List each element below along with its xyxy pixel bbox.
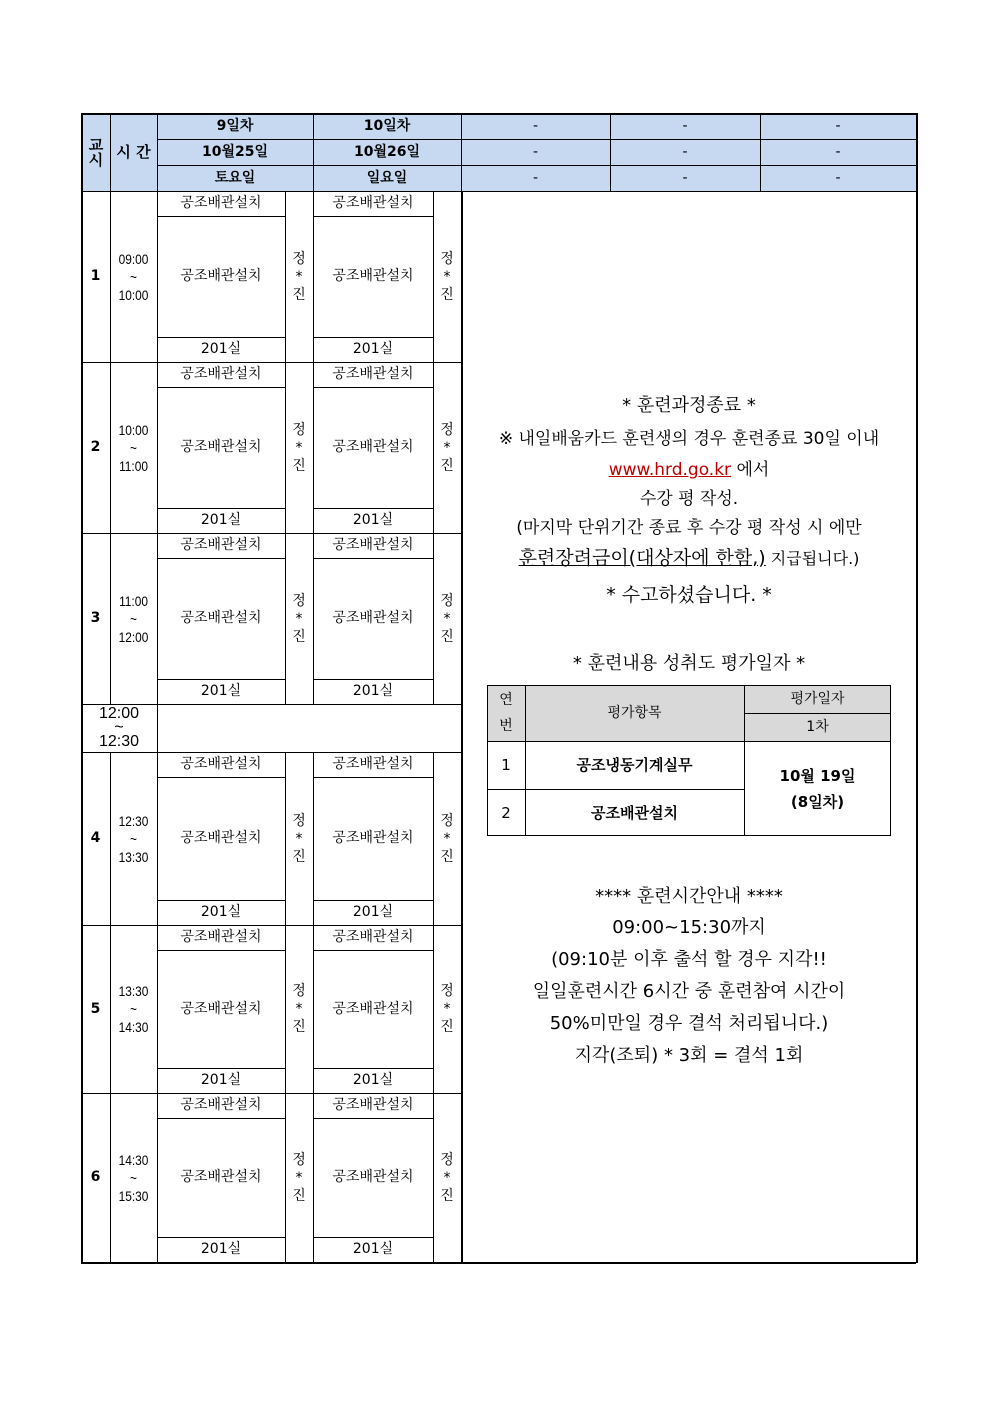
period-time — [110, 533, 157, 704]
lesson-room: 201실 — [200, 904, 242, 921]
teacher-name — [285, 752, 313, 925]
time-header: 시 간 — [116, 143, 151, 161]
lesson-room: 201실 — [200, 341, 242, 358]
period-number: 3 — [90, 610, 101, 627]
teacher-char-1: 정 — [292, 592, 306, 609]
grid-line — [610, 113, 611, 191]
lesson-room: 201실 — [352, 341, 394, 358]
date-header-4: - — [682, 143, 688, 160]
teacher-char-3: 진 — [440, 1187, 454, 1204]
eval-col-no-2: 번 — [499, 718, 513, 734]
period-number: 2 — [90, 439, 101, 456]
period-end: 14:30 — [118, 1019, 149, 1035]
day-header-5: - — [835, 117, 841, 134]
eval-date: 10월 19일 — [779, 766, 856, 785]
teacher-char-3: 진 — [440, 628, 454, 645]
lesson-title: 공조배관설치 — [332, 1097, 414, 1114]
lesson-content: 공조배관설치 — [180, 1000, 262, 1017]
teacher-char-3: 진 — [440, 1019, 454, 1035]
notice-line-1: ※ 내일배움카드 훈련생의 경우 훈련종료 30일 이내 — [498, 429, 880, 449]
period-time — [110, 925, 157, 1093]
schedule-info-line-1: 09:00~15:30까지 — [612, 917, 766, 938]
teacher-char-1: 정 — [292, 421, 306, 438]
grid-line — [760, 113, 761, 191]
grid-line — [461, 191, 463, 1262]
teacher-char-3: 진 — [292, 457, 306, 474]
grid-line — [110, 191, 111, 704]
course-end-title: * 훈련과정종료 * — [622, 395, 756, 416]
date-header-5: - — [835, 143, 841, 160]
grid-line — [81, 113, 83, 1263]
grid-line — [81, 533, 461, 534]
eval-row-2-item: 공조배관설치 — [591, 803, 678, 822]
teacher-name — [433, 925, 461, 1093]
eval-col-date: 평가일자 — [790, 690, 845, 707]
lesson-content: 공조배관설치 — [332, 610, 414, 627]
teacher-char-3: 진 — [292, 286, 306, 303]
period-start: 14:30 — [118, 1151, 149, 1168]
period-tilde: ~ — [130, 610, 137, 627]
teacher-char-3: 진 — [292, 1187, 306, 1204]
teacher-char-1: 정 — [440, 250, 454, 267]
teacher-name — [433, 533, 461, 704]
incentive-suffix: 지급됩니다.) — [765, 549, 860, 568]
grid-line — [313, 508, 433, 509]
grid-line — [313, 679, 433, 680]
lunch-start: 12:00 — [98, 705, 140, 722]
teacher-char-1: 정 — [440, 983, 454, 999]
grid-line — [110, 752, 111, 1262]
teacher-char-2: * — [443, 1169, 451, 1186]
teacher-char-3: 진 — [292, 1019, 306, 1035]
teacher-char-2: * — [443, 610, 451, 627]
weekday-header-5: - — [835, 169, 841, 186]
grid-line — [110, 113, 111, 191]
date-header-3: - — [532, 143, 539, 160]
schedule-info-line-4: 50%미만일 경우 결석 처리됩니다.) — [549, 1013, 829, 1034]
teacher-char-2: * — [443, 1001, 451, 1017]
period-time — [110, 752, 157, 925]
lesson-title: 공조배관설치 — [180, 756, 262, 773]
period-time — [110, 191, 157, 362]
grid-line — [157, 113, 158, 191]
teacher-name — [285, 533, 313, 704]
period-end: 15:30 — [118, 1187, 149, 1204]
teacher-char-1: 정 — [440, 421, 454, 438]
grid-line — [157, 752, 158, 1262]
hrd-link[interactable]: www.hrd.go.kr — [608, 460, 732, 480]
grid-line — [157, 679, 285, 680]
teacher-char-2: * — [295, 268, 303, 285]
grid-line — [313, 387, 433, 388]
lesson-room: 201실 — [200, 512, 242, 529]
teacher-char-3: 진 — [292, 848, 306, 865]
teacher-char-2: * — [295, 1169, 303, 1186]
lesson-room: 201실 — [352, 512, 394, 529]
lesson-content: 공조배관설치 — [332, 439, 414, 456]
grid-line — [157, 1068, 285, 1069]
grid-line — [157, 139, 916, 140]
grid-line — [157, 508, 285, 509]
notice-line-2 — [462, 455, 916, 480]
lesson-room: 201실 — [200, 683, 242, 700]
lesson-room: 201실 — [352, 904, 394, 921]
period-number: 5 — [90, 1000, 101, 1017]
teacher-char-3: 진 — [440, 457, 454, 474]
date-header-1: 10월25일 — [201, 143, 268, 160]
grid-line — [81, 752, 461, 753]
period-end: 13:30 — [118, 848, 149, 865]
lesson-content: 공조배관설치 — [180, 610, 262, 627]
day-header-1: 9일차 — [216, 117, 254, 134]
teacher-name — [433, 191, 461, 362]
grid-line — [285, 191, 286, 704]
period-start: 13:30 — [118, 983, 149, 999]
schedule-info-line-3: 일일훈련시간 6시간 중 훈련참여 시간이 — [532, 981, 846, 1002]
teacher-name — [433, 362, 461, 533]
grid-line — [313, 191, 314, 704]
schedule-info-line-2: (09:10분 이후 출석 할 경우 지각!! — [551, 949, 827, 970]
lesson-content: 공조배관설치 — [332, 1169, 414, 1186]
grid-line — [157, 777, 285, 778]
grid-line — [81, 704, 461, 705]
grid-line — [81, 113, 916, 115]
lesson-content: 공조배관설치 — [180, 439, 262, 456]
teacher-name — [285, 362, 313, 533]
teacher-char-1: 정 — [292, 1151, 306, 1168]
notice-line-3: 수강 평 작성. — [639, 489, 739, 509]
grid-line — [81, 1093, 461, 1094]
period-number: 1 — [90, 268, 101, 285]
teacher-name — [433, 752, 461, 925]
grid-line — [313, 1118, 433, 1119]
grid-line — [433, 752, 434, 1262]
teacher-char-2: * — [295, 439, 303, 456]
day-header-4: - — [682, 117, 688, 134]
grid-line — [157, 900, 285, 901]
period-number: 4 — [90, 830, 101, 847]
grid-line — [313, 1068, 433, 1069]
grid-line — [157, 216, 285, 217]
grid-line — [433, 191, 434, 704]
period-tilde: ~ — [130, 1169, 137, 1186]
eval-row-1-item: 공조냉동기계실무 — [576, 756, 693, 774]
grid-line — [157, 558, 285, 559]
grid-line — [313, 752, 314, 1262]
grid-line — [157, 337, 285, 338]
grid-line — [285, 752, 286, 1262]
teacher-char-1: 정 — [440, 1151, 454, 1168]
lesson-title: 공조배관설치 — [332, 756, 414, 773]
grid-line — [313, 1237, 433, 1238]
lesson-content: 공조배관설치 — [332, 1000, 414, 1017]
teacher-char-1: 정 — [440, 592, 454, 609]
weekday-header-1: 토요일 — [214, 169, 256, 186]
grid-line — [157, 191, 158, 704]
teacher-char-2: * — [443, 830, 451, 847]
grid-line — [313, 216, 433, 217]
lesson-content: 공조배관설치 — [332, 268, 414, 285]
teacher-char-1: 정 — [292, 250, 306, 267]
grid-line — [916, 113, 918, 1263]
teacher-name — [285, 1093, 313, 1262]
teacher-char-1: 정 — [440, 812, 454, 829]
period-number: 6 — [90, 1169, 101, 1186]
period-start: 11:00 — [119, 592, 148, 609]
teacher-char-2: * — [443, 268, 451, 285]
lesson-title: 공조배관설치 — [332, 537, 414, 554]
teacher-char-3: 진 — [292, 628, 306, 645]
period-header: 교시 — [86, 137, 105, 167]
teacher-char-2: * — [295, 830, 303, 847]
grid-line — [157, 1118, 285, 1119]
grid-line — [81, 191, 916, 192]
lunch-tilde: ~ — [114, 719, 124, 736]
lesson-title: 공조배관설치 — [332, 929, 414, 946]
lesson-room: 201실 — [352, 1241, 394, 1258]
grid-line — [313, 113, 314, 191]
teacher-char-3: 진 — [440, 286, 454, 303]
grid-line — [81, 925, 461, 926]
grid-line — [157, 165, 916, 166]
notice-line-4: (마지막 단위기간 종료 후 수강 평 작성 시 에만 — [516, 518, 862, 538]
evaluation-title: * 훈련내용 성취도 평가일자 * — [572, 653, 806, 674]
teacher-name — [285, 191, 313, 362]
eval-col-no — [487, 685, 525, 741]
grid-line — [157, 950, 285, 951]
lesson-title: 공조배관설치 — [180, 195, 262, 212]
lesson-content: 공조배관설치 — [180, 830, 262, 847]
period-start: 09:00 — [118, 250, 149, 267]
weekday-header-3: - — [532, 169, 539, 186]
lesson-room: 201실 — [352, 683, 394, 700]
lesson-content: 공조배관설치 — [332, 830, 414, 847]
eval-col-no-1: 연 — [499, 692, 513, 708]
grid-line — [461, 113, 462, 191]
lesson-room: 201실 — [200, 1241, 242, 1258]
lesson-title: 공조배관설치 — [180, 929, 262, 946]
date-header-2: 10월26일 — [353, 143, 420, 160]
lunch-time — [81, 704, 157, 752]
period-end: 12:00 — [118, 628, 149, 645]
lesson-content: 공조배관설치 — [180, 1169, 262, 1186]
period-start: 12:30 — [118, 812, 149, 829]
lesson-room: 201실 — [352, 1072, 394, 1089]
grid-line — [157, 704, 158, 752]
thanks-text: * 수고하셨습니다. * — [606, 584, 772, 606]
grid-line — [313, 558, 433, 559]
teacher-char-1: 정 — [292, 983, 306, 999]
lesson-title: 공조배관설치 — [332, 366, 414, 383]
eval-date-sub: (8일차) — [790, 792, 845, 811]
period-start: 10:00 — [118, 421, 149, 438]
period-tilde: ~ — [130, 830, 137, 847]
period-time — [110, 1093, 157, 1262]
lesson-content: 공조배관설치 — [180, 268, 262, 285]
grid-line — [157, 387, 285, 388]
lesson-title: 공조배관설치 — [332, 195, 414, 212]
teacher-name — [433, 1093, 461, 1262]
notice-link-suffix: 에서 — [731, 460, 770, 480]
teacher-char-2: * — [295, 610, 303, 627]
grid-line — [81, 362, 461, 363]
schedule-info-title: **** 훈련시간안내 **** — [595, 886, 783, 907]
lesson-title: 공조배관설치 — [180, 366, 262, 383]
weekday-header-4: - — [682, 169, 688, 186]
schedule-info-line-5: 지각(조퇴) * 3회 = 결석 1회 — [574, 1045, 804, 1066]
eval-col-round: 1차 — [806, 718, 829, 735]
teacher-char-2: * — [295, 1001, 303, 1017]
period-end: 11:00 — [119, 457, 148, 474]
period-tilde: ~ — [130, 1001, 137, 1017]
day-header-3: - — [532, 117, 539, 134]
grid-line — [313, 900, 433, 901]
teacher-char-1: 정 — [292, 812, 306, 829]
period-end: 10:00 — [118, 286, 149, 303]
lunch-end: 12:30 — [98, 733, 140, 750]
eval-row-1-no: 1 — [501, 756, 511, 774]
period-time — [110, 362, 157, 533]
lesson-title: 공조배관설치 — [180, 537, 262, 554]
weekday-header-2: 일요일 — [366, 169, 408, 186]
day-header-2: 10일차 — [363, 117, 411, 134]
period-tilde: ~ — [130, 268, 137, 285]
eval-row-2-no: 2 — [501, 803, 511, 822]
incentive-text: 훈련장려금이(대상자에 한함,) — [518, 547, 766, 569]
lesson-room: 201실 — [200, 1072, 242, 1089]
grid-line — [313, 337, 433, 338]
grid-line — [81, 1262, 916, 1264]
notice-line-5 — [462, 543, 916, 570]
eval-col-item: 평가항목 — [607, 704, 662, 721]
lesson-title: 공조배관설치 — [180, 1097, 262, 1114]
grid-line — [313, 777, 433, 778]
grid-line — [313, 950, 433, 951]
eval-date-cell — [744, 741, 891, 836]
teacher-name — [285, 925, 313, 1093]
teacher-char-3: 진 — [440, 848, 454, 865]
teacher-char-2: * — [443, 439, 451, 456]
period-tilde: ~ — [130, 439, 137, 456]
grid-line — [157, 1237, 285, 1238]
